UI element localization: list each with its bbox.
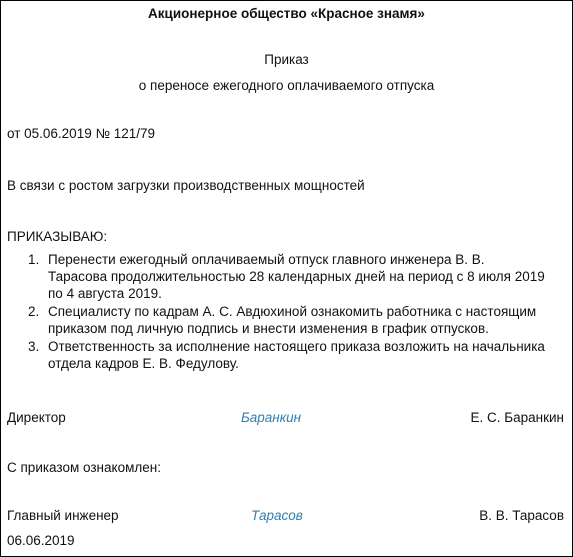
order-item-text: Ответственность за исполнение настоящего приказа возложить на начальника отдела кадров Е. В. Федулову.	[48, 339, 545, 371]
director-name: Е. С. Баранкин	[470, 410, 564, 425]
engineer-name: В. В. Тарасов	[479, 508, 564, 523]
order-keyword: ПРИКАЗЫВАЮ:	[7, 229, 108, 244]
order-item-number: 2.	[28, 304, 40, 319]
director-signature: Баранкин	[241, 410, 302, 425]
acquainted-label: С приказом ознакомлен:	[7, 460, 161, 475]
order-item	[7, 251, 547, 302]
order-date-number: от 05.06.2019 № 121/79	[7, 126, 155, 141]
acquaintance-date: 06.06.2019	[7, 533, 75, 548]
company-name: Акционерное общество «Красное знамя»	[148, 6, 425, 21]
order-item	[7, 303, 547, 337]
order-reason: В связи с ростом загрузки производственных мощностей	[7, 178, 365, 193]
order-item-text: Перенести ежегодный оплачиваемый отпуск главного инженера В. В. Тарасова продолжительностью 28 календарных дней на период с 8 июля 2019 по 4 августа 2019.	[48, 252, 545, 301]
document-subtitle: о переносе ежегодного оплачиваемого отпуска	[138, 78, 435, 93]
director-label: Директор	[7, 410, 66, 425]
document-title: Приказ	[264, 52, 309, 67]
order-item-text: Специалисту по кадрам А. С. Авдюхиной ознакомить работника с настоящим приказом под личную подпись и внести изменения в график отпусков.	[48, 304, 537, 336]
order-item	[7, 338, 547, 372]
order-items-list	[7, 251, 547, 372]
order-item-number: 1.	[28, 252, 40, 267]
order-item-number: 3.	[28, 339, 40, 354]
engineer-signature: Тарасов	[251, 508, 303, 523]
engineer-label: Главный инженер	[7, 508, 119, 523]
